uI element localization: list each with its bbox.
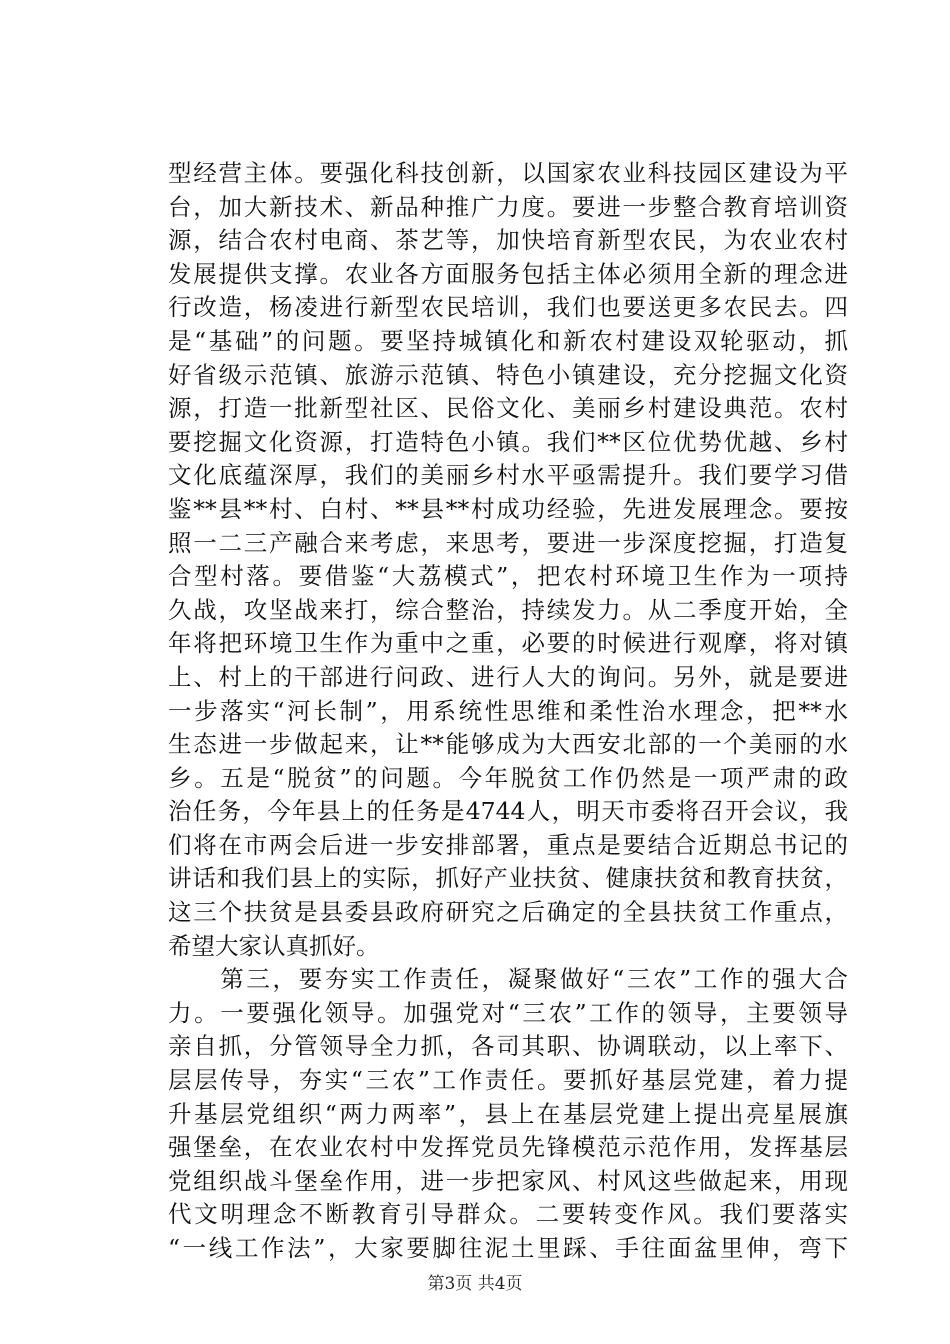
text-line: 讲话和我们县上的实际，抓好产业扶贫、健康扶贫和教育扶贫， (168, 864, 848, 893)
text-line: 行改造，杨凌进行新型农民培训，我们也要送更多农民去。四 (168, 293, 848, 322)
text-line: 生态进一步做起来，让**能够成为大西安北部的一个美丽的水 (168, 730, 848, 759)
text-line: “一线工作法”，大家要脚往泥土里踩、手往面盆里伸，弯下 (168, 1234, 848, 1262)
text-line: 好省级示范镇、旅游示范镇、特色小镇建设，充分挖掘文化资 (168, 360, 848, 389)
text-line: 一步落实“河长制”，用系统性思维和柔性治水理念，把**水 (168, 696, 848, 725)
text-line: 台，加大新技术、新品种推广力度。要进一步整合教育培训资 (168, 192, 848, 221)
text-line: 希望大家认真抓好。 (168, 931, 380, 960)
text-line: 源，打造一批新型社区、民俗文化、美丽乡村建设典范。农村 (168, 394, 848, 423)
text-line: 鉴**县**村、白村、**县**村成功经验，先进发展理念。要按 (168, 494, 848, 523)
text-line: 型经营主体。要强化科技创新，以国家农业科技园区建设为平 (168, 159, 848, 187)
text-line: 这三个扶贫是县委县政府研究之后确定的全县扶贫工作重点， (168, 898, 848, 927)
text-line: 是“基础”的问题。要坚持城镇化和新农村建设双轮驱动，抓 (168, 326, 848, 355)
text-line: 文化底蕴深厚，我们的美丽乡村水平亟需提升。我们要学习借 (168, 461, 848, 490)
page-number-label: 第3页 共4页 (427, 1274, 523, 1294)
text-line: 强堡垒，在农业农村中发挥党员先锋模范示范作用，发挥基层 (168, 1133, 848, 1162)
text-line: 代文明理念不断教育引导群众。二要转变作风。我们要落实 (168, 1200, 848, 1229)
paragraph-1 (168, 157, 848, 963)
text-line: 党组织战斗堡垒作用，进一步把家风、村风这些做起来，用现 (168, 1166, 848, 1195)
text-line: 治任务，今年县上的任务是4744人，明天市委将召开会议，我 (168, 797, 848, 826)
text-line: 们将在市两会后进一步安排部署，重点是要结合近期总书记的 (168, 830, 848, 859)
text-line: 年将把环境卫生作为重中之重，必要的时候进行观摩，将对镇 (168, 629, 848, 658)
text-line: 第三，要夯实工作责任，凝聚做好“三农”工作的强大合 (168, 965, 848, 994)
text-line: 要挖掘文化资源，打造特色小镇。我们**区位优势优越、乡村 (168, 427, 848, 456)
page-footer (0, 1273, 950, 1295)
text-line: 源，结合农村电商、茶艺等，加快培育新型农民，为农业农村 (168, 226, 848, 255)
text-line: 上、村上的干部进行问政、进行人大的询问。另外，就是要进 (168, 662, 848, 691)
text-line: 亲自抓，分管领导全力抓，各司其职、协调联动，以上率下、 (168, 1032, 848, 1061)
text-line: 久战，攻坚战来打，综合整治，持续发力。从二季度开始，全 (168, 595, 848, 624)
text-line: 合型村落。要借鉴“大荔模式”，把农村环境卫生作为一项持 (168, 562, 848, 591)
text-line: 乡。五是“脱贫”的问题。今年脱贫工作仍然是一项严肃的政 (168, 763, 848, 792)
text-line: 升基层党组织“两力两率”，县上在基层党建上提出亮星展旗 (168, 1099, 848, 1128)
paragraph-2 (168, 963, 848, 1265)
text-line: 照一二三产融合来考虑，来思考，要进一步深度挖掘，打造复 (168, 528, 848, 557)
text-line: 发展提供支撑。农业各方面服务包括主体必须用全新的理念进 (168, 259, 848, 288)
text-line: 力。一要强化领导。加强党对“三农”工作的领导，主要领导 (168, 998, 848, 1027)
text-line: 层层传导，夯实“三农”工作责任。要抓好基层党建，着力提 (168, 1066, 848, 1095)
document-body (168, 157, 848, 1266)
